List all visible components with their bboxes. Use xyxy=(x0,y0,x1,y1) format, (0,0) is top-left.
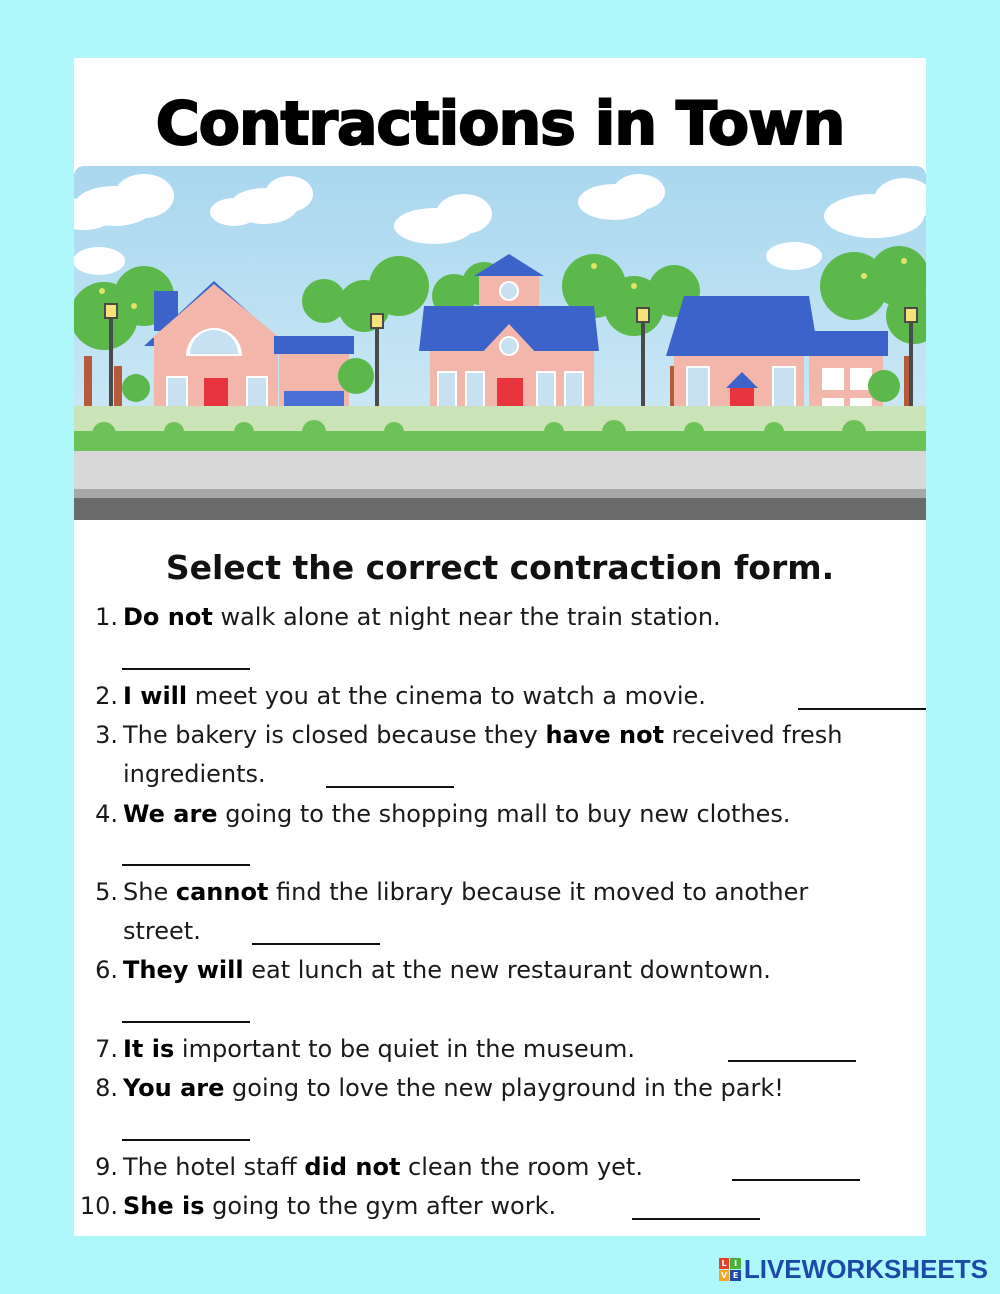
answer-blank[interactable] xyxy=(122,864,250,866)
question-text-part: going to love the new playground in the park! xyxy=(224,1074,784,1102)
answer-blank[interactable] xyxy=(732,1179,860,1181)
question-number: 3. xyxy=(95,721,118,749)
question-text xyxy=(123,598,721,637)
answer-blank[interactable] xyxy=(728,1060,856,1062)
question-text xyxy=(123,873,808,912)
question-text xyxy=(123,951,771,990)
liveworksheets-logo xyxy=(719,1254,988,1284)
answer-blank[interactable] xyxy=(122,668,250,670)
question-text-line2: street. xyxy=(123,917,201,945)
question-text-part: going to the gym after work. xyxy=(204,1192,557,1220)
question-text-part: received fresh xyxy=(664,721,843,749)
question-text-part: going to the shopping mall to buy new clothes. xyxy=(217,800,791,828)
question-number: 7. xyxy=(95,1035,118,1063)
question-number: 10. xyxy=(79,1192,118,1220)
question-text-part: clean the room yet. xyxy=(400,1153,643,1181)
question-text-part: meet you at the cinema to watch a movie. xyxy=(187,682,706,710)
answer-blank[interactable] xyxy=(632,1218,760,1220)
worksheet-instruction: Select the correct contraction form. xyxy=(165,548,835,587)
question-text-line2: ingredients. xyxy=(123,760,266,788)
question-number: 1. xyxy=(95,603,118,631)
question-text xyxy=(123,716,843,755)
answer-blank[interactable] xyxy=(326,786,454,788)
question-text-part: find the library because it moved to another xyxy=(268,878,809,906)
question-text xyxy=(123,795,791,834)
liveworksheets-logo-text: LIVEWORKSHEETS xyxy=(743,1253,988,1284)
question-keyword: They will xyxy=(123,956,244,984)
question-keyword: have not xyxy=(545,721,665,749)
question-text-part: The hotel staff xyxy=(123,1153,305,1181)
question-number: 2. xyxy=(95,682,118,710)
question-keyword: It is xyxy=(123,1035,175,1063)
worksheet-title: Contractions in Town xyxy=(155,89,845,159)
question-keyword: did not xyxy=(304,1153,401,1181)
question-text-part: walk alone at night near the train station. xyxy=(212,603,721,631)
question-keyword: cannot xyxy=(175,878,269,906)
answer-blank[interactable] xyxy=(798,708,926,710)
question-keyword: Do not xyxy=(123,603,213,631)
answer-blank[interactable] xyxy=(122,1139,250,1141)
question-text-part: The bakery is closed because they xyxy=(123,721,546,749)
question-text xyxy=(123,1148,643,1187)
question-keyword: You are xyxy=(123,1074,225,1102)
question-number: 8. xyxy=(95,1074,118,1102)
question-keyword: She is xyxy=(123,1192,205,1220)
question-text xyxy=(123,1069,784,1108)
question-text-part: eat lunch at the new restaurant downtown. xyxy=(243,956,771,984)
town-street-illustration xyxy=(74,166,926,520)
question-number: 5. xyxy=(95,878,118,906)
question-text-part: She xyxy=(123,878,176,906)
question-text-part: important to be quiet in the museum. xyxy=(174,1035,635,1063)
question-keyword: We are xyxy=(123,800,218,828)
question-text xyxy=(123,1030,635,1069)
question-text xyxy=(123,1187,556,1226)
question-text xyxy=(123,677,706,716)
question-number: 9. xyxy=(95,1153,118,1181)
question-number: 4. xyxy=(95,800,118,828)
question-number: 6. xyxy=(95,956,118,984)
answer-blank[interactable] xyxy=(122,1021,250,1023)
question-keyword: I will xyxy=(123,682,188,710)
answer-blank[interactable] xyxy=(252,943,380,945)
liveworksheets-logo-icon: L I V E xyxy=(719,1258,741,1280)
